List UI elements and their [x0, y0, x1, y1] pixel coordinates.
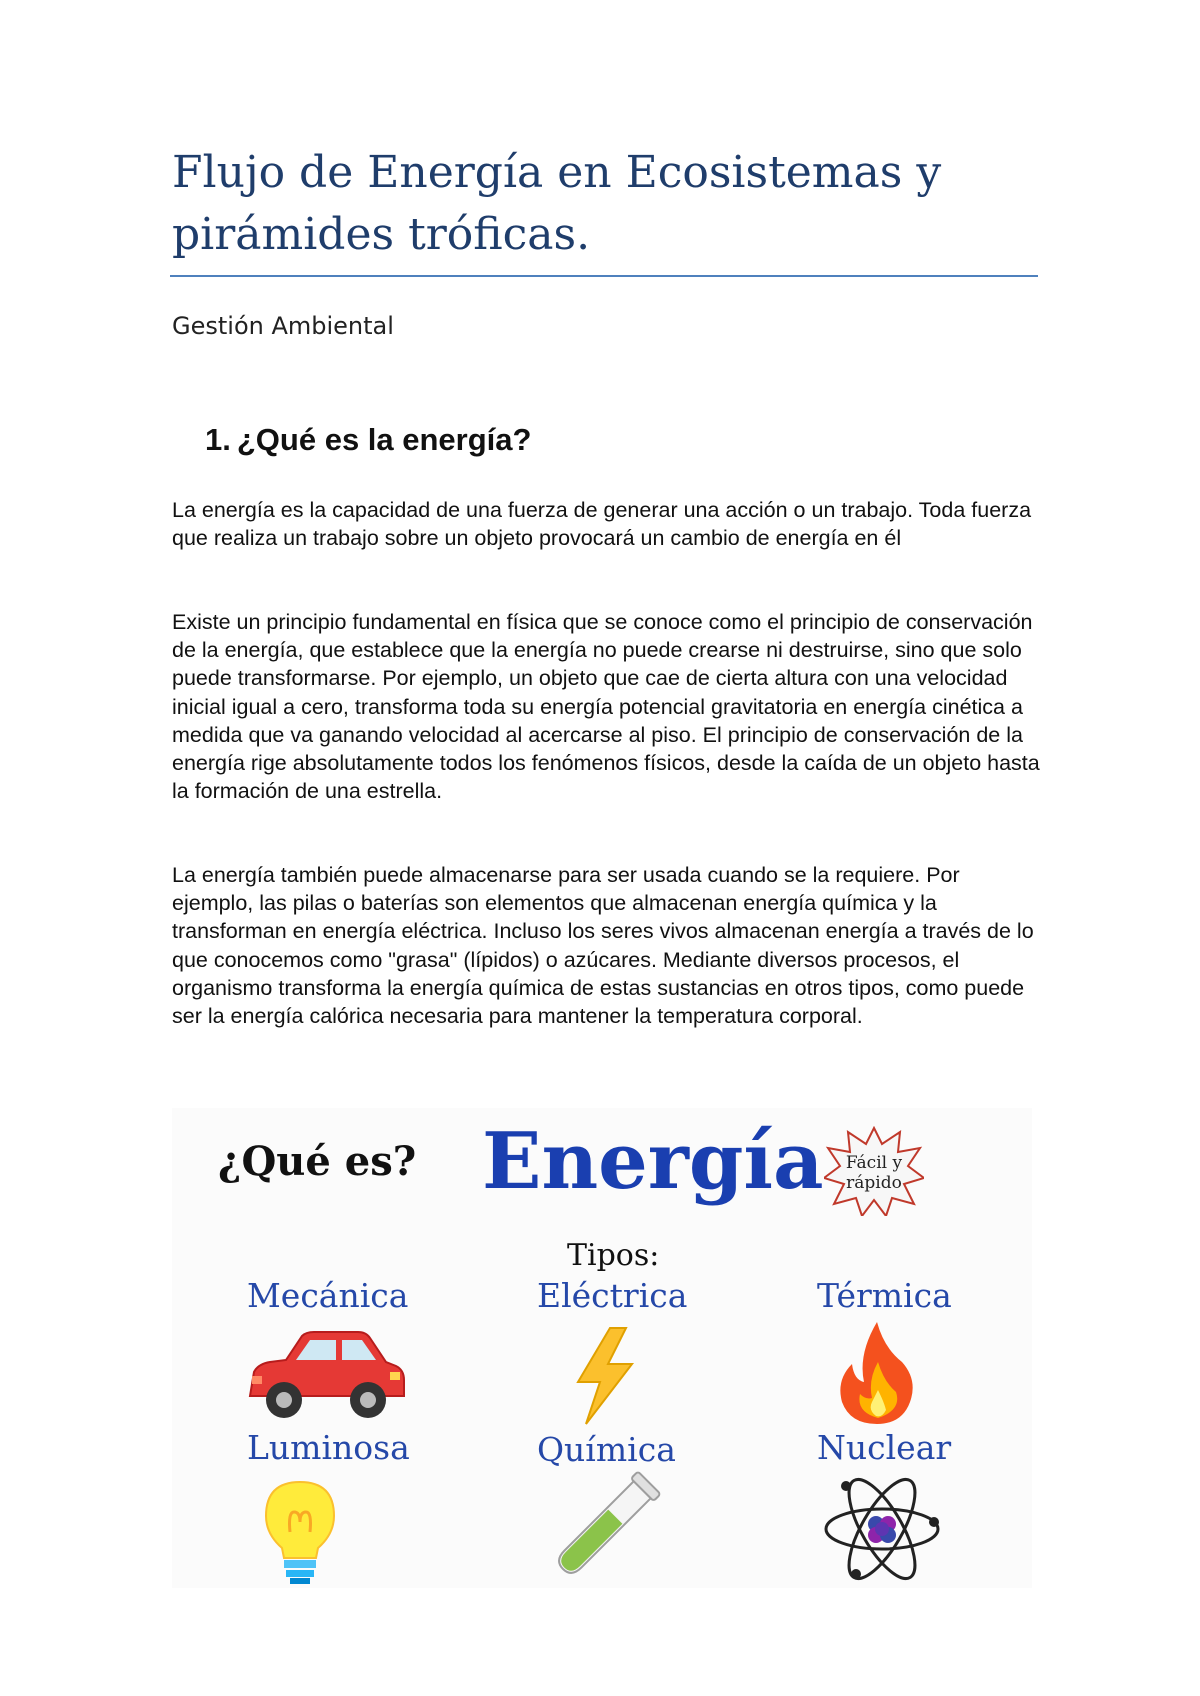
infographic-headline: Energía [482, 1116, 824, 1207]
type-electrica: Eléctrica [537, 1276, 688, 1315]
energy-types-infographic [172, 1108, 1032, 1588]
paragraph-3: La energía también puede almacenarse para ser usada cuando se la requiere. Por ejemplo, las pilas o baterías son elementos que almacenan energía química y la transforman en energía eléctrica. Incluso los seres vivos almacenan energía a través de lo que conocemos como "grasa" (lípidos) o azúcares. Mediante diversos procesos, el organismo transforma la energía química de estas sustancias en otros tipos, como puede ser la energía calórica necesaria para mantener la temperatura corporal. [172, 863, 1034, 1029]
infographic-question: ¿Qué es? [218, 1138, 417, 1185]
types-label: Tipos: [567, 1238, 660, 1273]
badge-line-1: Fácil y [845, 1153, 903, 1173]
paragraph-1: La energía es la capacidad de una fuerza de generar una acción o un trabajo. Toda fuerza que realiza un trabajo sobre un objeto provocará un cambio de energía en él [172, 498, 1032, 551]
type-termica: Térmica [817, 1276, 952, 1315]
section-number: 1. [205, 422, 231, 457]
starburst-badge-icon [824, 1126, 924, 1216]
type-luminosa: Luminosa [247, 1428, 410, 1467]
type-mecanica: Mecánica [247, 1276, 409, 1315]
lightning-icon [564, 1326, 644, 1426]
car-icon [240, 1326, 410, 1426]
title-divider [170, 275, 1038, 277]
test-tube-icon [544, 1468, 664, 1588]
paragraph-2: Existe un principio fundamental en física que se conoce como el principio de conservación de la energía, que establece que la energía no puede crearse ni destruirse, sino que solo puede transformarse. Por ejemplo, un objeto que cae de cierta altura con una velocidad inicial igual a cero, transforma toda su energía potencial gravitatoria en energía cinética a medida que va ganando velocidad al acercarse al piso. El principio de conservación de la energía rige absolutamente todos los fenómenos físicos, desde la caída de un objeto hasta la formación de una estrella. [172, 610, 1040, 804]
section-heading [205, 422, 531, 458]
type-quimica: Química [537, 1430, 676, 1469]
badge-line-2: rápido [846, 1173, 902, 1193]
type-nuclear: Nuclear [817, 1428, 952, 1467]
section-heading-text: ¿Qué es la energía? [236, 422, 532, 457]
lightbulb-icon [260, 1478, 340, 1588]
document-subtitle: Gestión Ambiental [172, 312, 394, 340]
atom-icon [822, 1470, 942, 1588]
document-title: Flujo de Energía en Ecosistemas y pirámides tróficas. [172, 147, 942, 260]
fire-icon [832, 1318, 922, 1428]
